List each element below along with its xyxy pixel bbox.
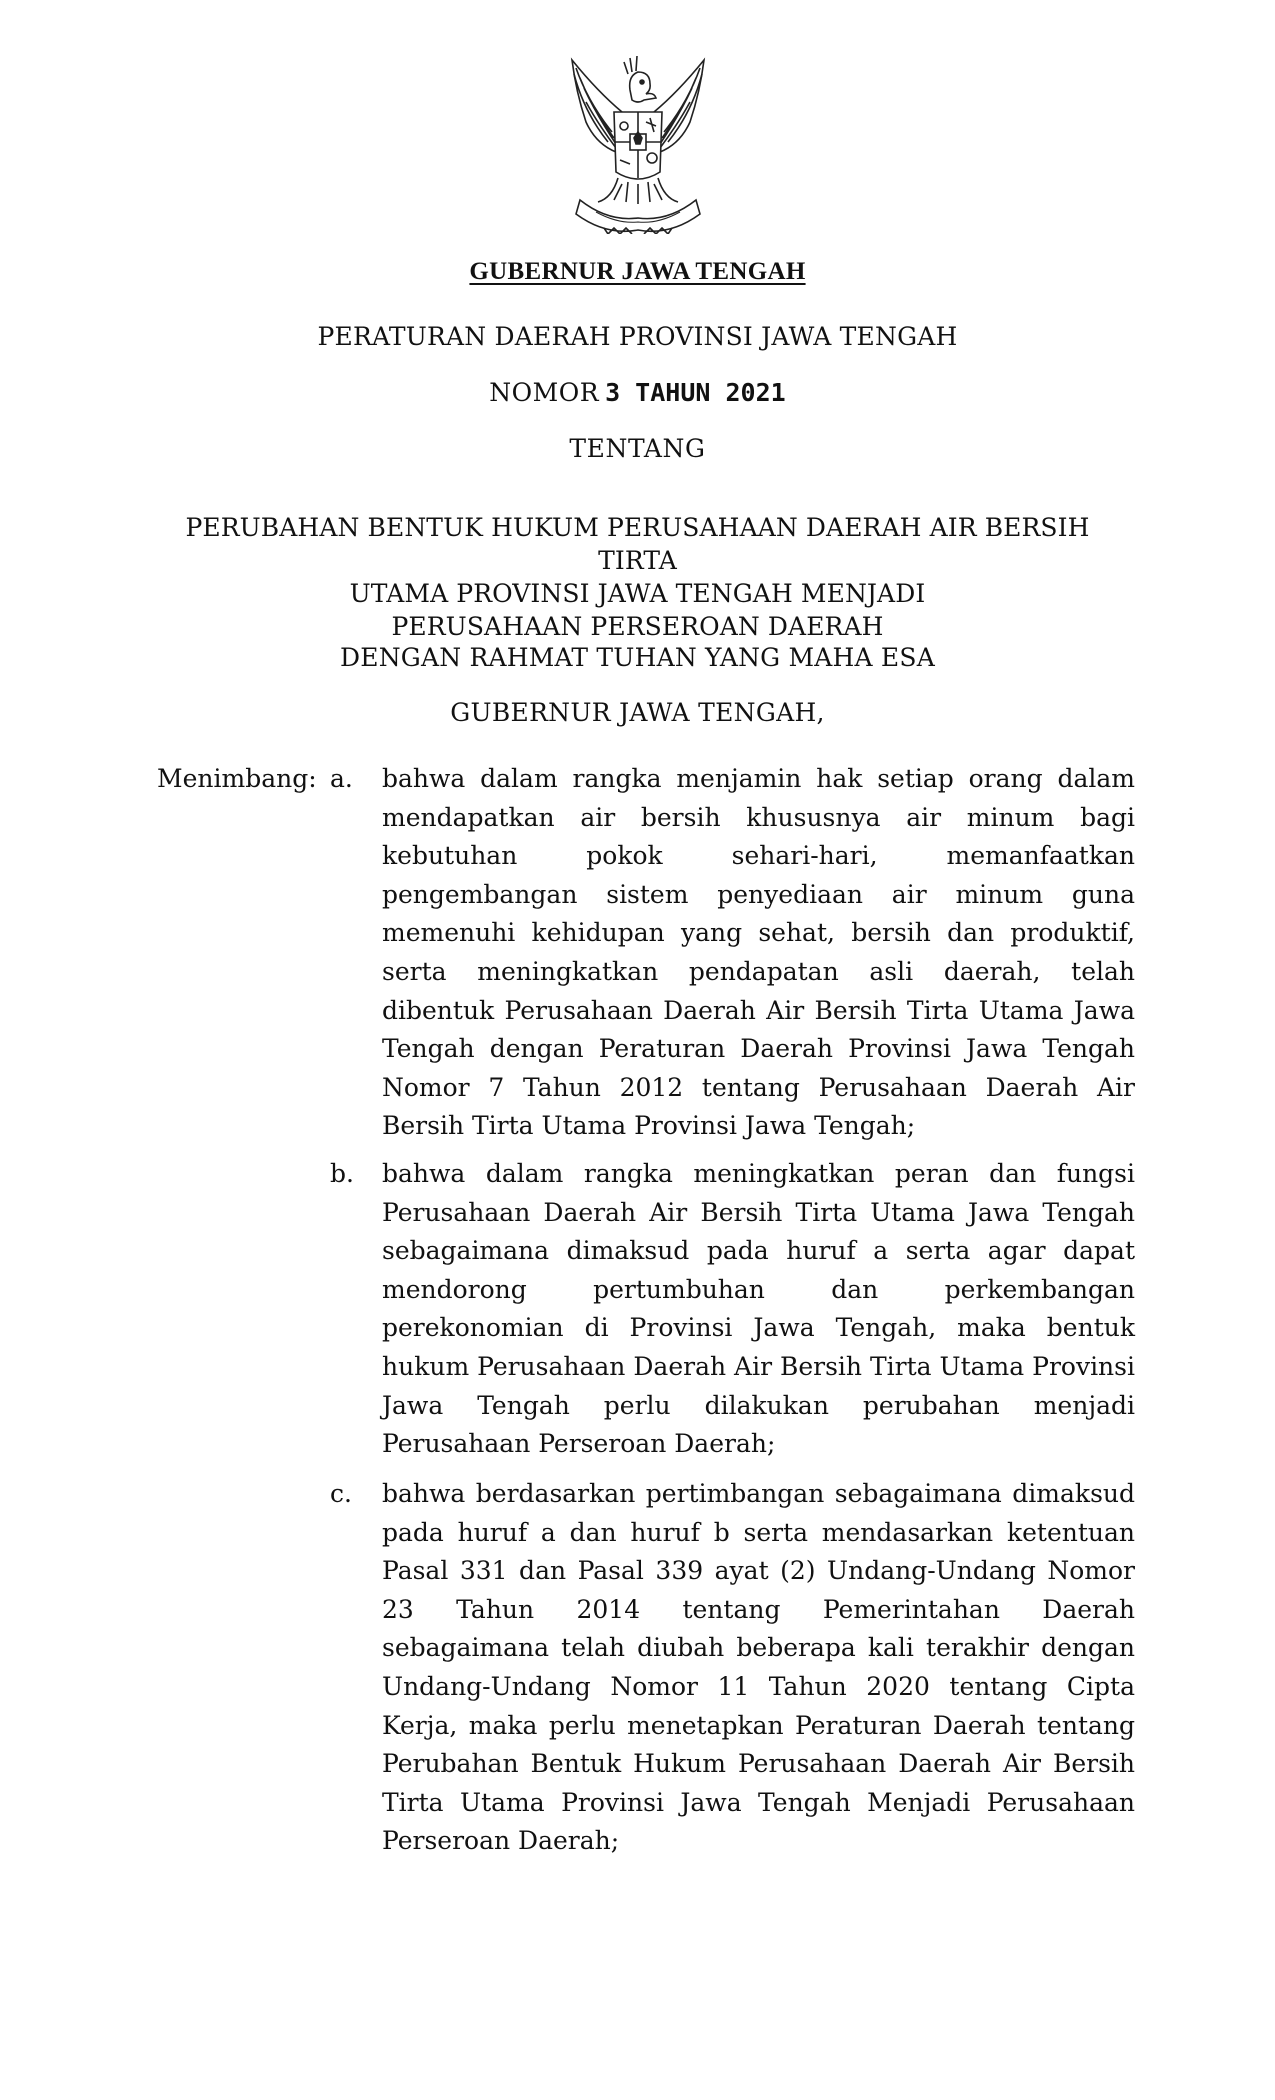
nomor-label: NOMOR — [489, 378, 600, 407]
issuer-title-text: GUBERNUR JAWA TENGAH — [469, 258, 806, 285]
item-text: bahwa dalam rangka meningkatkan peran dan fungsi Perusahaan Daerah Air Bersih Tirta Utama Jawa Tengah sebagaimana dimaksud pada huruf a serta agar dapat mendorong pertumbuhan dan perkembangan perekonomian di Provinsi Jawa Tengah, maka bentuk hukum Perusahaan Daerah Air Bersih Tirta Utama Provinsi Jawa Tengah perlu dilakukan perubahan menjadi Perusahaan Perseroan Daerah; — [382, 1159, 1135, 1459]
regulation-number — [150, 378, 1125, 407]
regulation-title: PERATURAN DAERAH PROVINSI JAWA TENGAH — [317, 322, 958, 351]
item-text: bahwa dalam rangka menjamin hak setiap orang dalam mendapatkan air bersih khususnya air minum bagi kebutuhan pokok sehari-hari, memanfaatkan pengembangan sistem penyediaan air minum guna memenuhi kehidupan yang sehat, bersih dan produktif, serta meningkatkan pendapatan asli daerah, telah dibentuk Perusahaan Daerah Air Bersih Tirta Utama Jawa Tengah dengan Peraturan Daerah Provinsi Jawa Tengah Nomor 7 Tahun 2012 tentang Perusahaan Daerah Air Bersih Tirta Utama Provinsi Jawa Tengah; — [382, 764, 1135, 1141]
governor-heading: GUBERNUR JAWA TENGAH, — [450, 698, 825, 727]
subject-line: UTAMA PROVINSI JAWA TENGAH MENJADI — [349, 579, 926, 608]
tentang-heading: TENTANG — [569, 434, 706, 463]
item-letter: b. — [330, 1159, 354, 1188]
preamble-blessing: DENGAN RAHMAT TUHAN YANG MAHA ESA — [340, 643, 935, 672]
subject-line: PERUSAHAAN PERSEROAN DAERAH — [391, 612, 884, 641]
menimbang-label: Menimbang: — [157, 764, 317, 793]
item-letter: c. — [330, 1479, 352, 1508]
regulation-subject — [150, 511, 1125, 643]
issuer-title — [150, 258, 1125, 286]
nomor-value: 3 TAHUN 2021 — [605, 378, 786, 407]
subject-line: PERUBAHAN BENTUK HUKUM PERUSAHAAN DAERAH AIR BERSIH TIRTA — [185, 513, 1090, 575]
garuda-emblem-icon — [558, 52, 718, 234]
item-letter: a. — [330, 764, 353, 793]
item-text: bahwa berdasarkan pertimbangan sebagaimana dimaksud pada huruf a dan huruf b serta mendasarkan ketentuan Pasal 331 dan Pasal 339 ayat (2) Undang-Undang Nomor 23 Tahun 2014 tentang Pemerintahan Daerah sebagaimana telah diubah beberapa kali terakhir dengan Undang-Undang Nomor 11 Tahun 2020 tentang Cipta Kerja, maka perlu menetapkan Peraturan Daerah tentang Perubahan Bentuk Hukum Perusahaan Daerah Air Bersih Tirta Utama Provinsi Jawa Tengah Menjadi Perusahaan Perseroan Daerah; — [382, 1479, 1135, 1856]
